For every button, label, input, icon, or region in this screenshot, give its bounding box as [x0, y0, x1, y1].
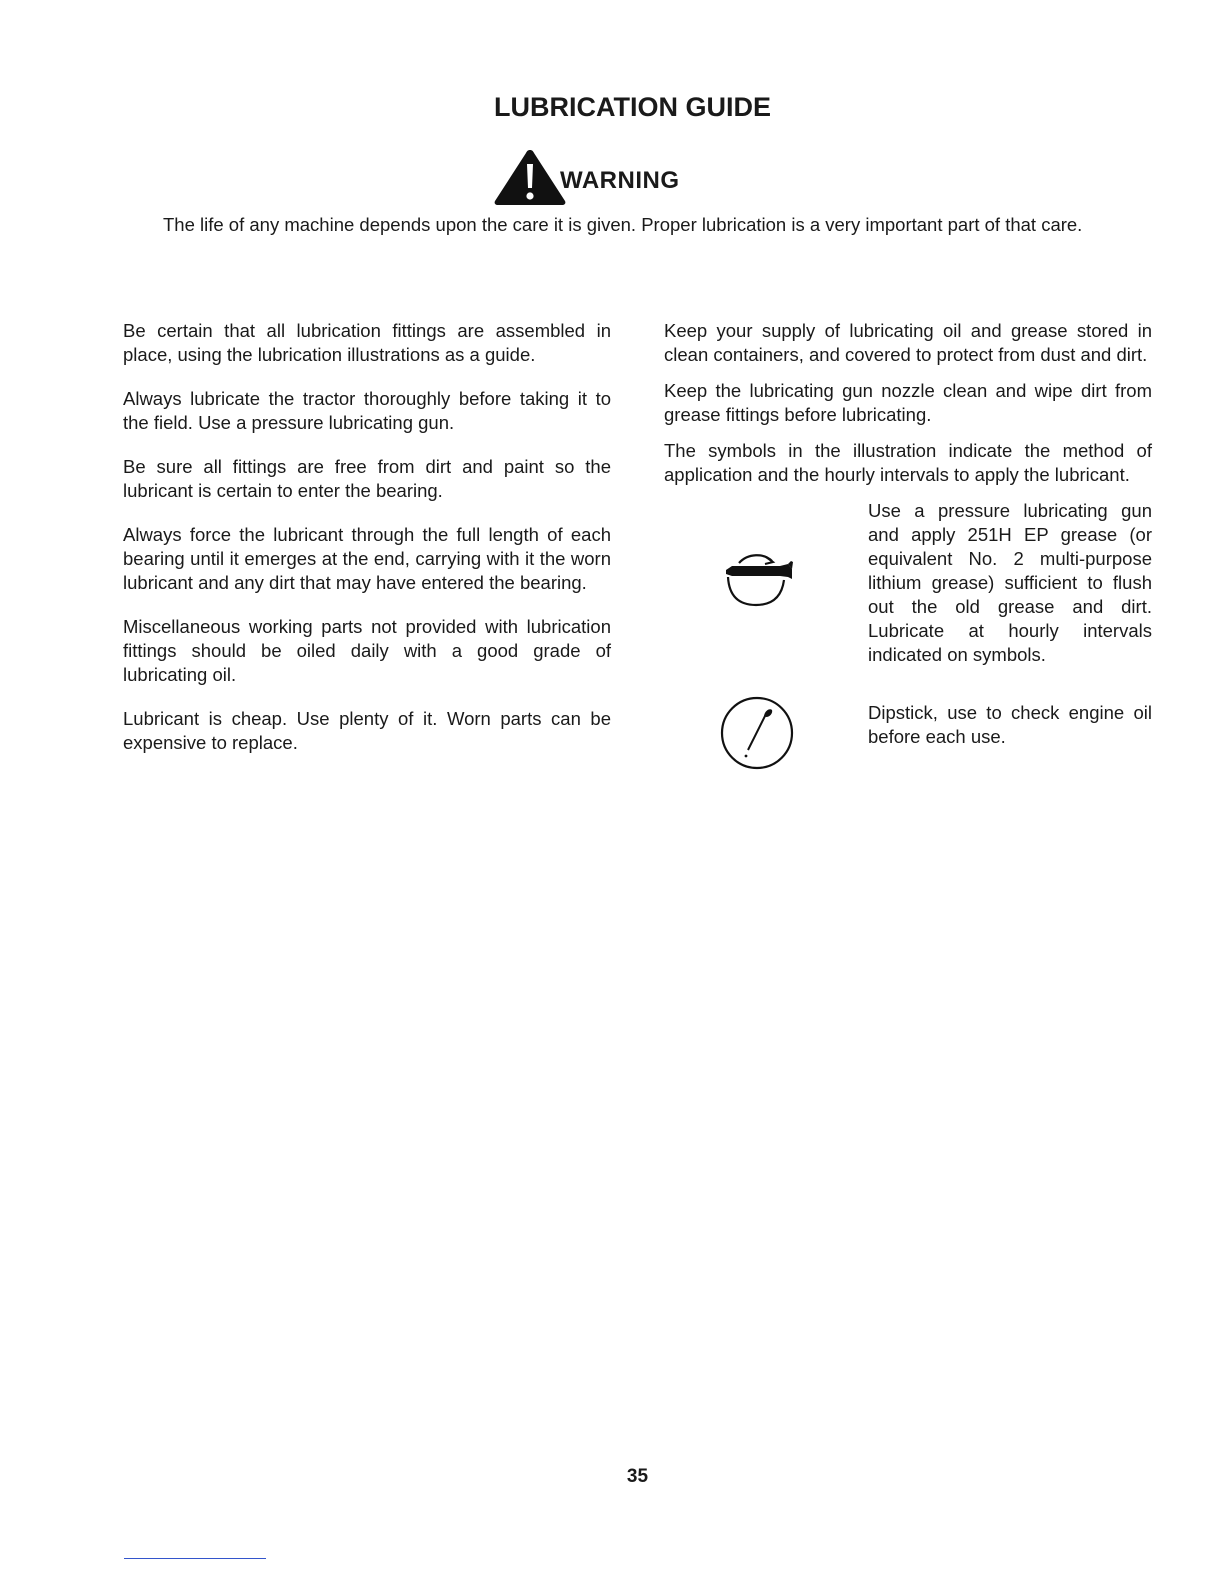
- page-number: 35: [626, 1466, 649, 1487]
- symbol-row-dipstick: [664, 701, 1152, 772]
- paragraph: Always force the lubricant through the full length of each bearing until it emerges at the end, carrying with it the worn lubricant and any dirt that may have entered the bearing.: [123, 524, 611, 593]
- paragraph: Be certain that all lubrication fittings are assembled in place, using the lubrication illustrations as a guide.: [123, 320, 611, 365]
- dipstick-instructions: Dipstick, use to check engine oil before each use.: [868, 702, 1152, 747]
- warning-text: The life of any machine depends upon the care it is given. Proper lubrication is a very important part of that care.: [163, 214, 1083, 235]
- right-column: [664, 319, 1152, 772]
- warning-label: WARNING: [560, 167, 680, 194]
- left-column: [123, 319, 611, 775]
- page-title: LUBRICATION GUIDE: [494, 92, 771, 122]
- dipstick-icon: [718, 694, 796, 772]
- paragraph: The symbols in the illustration indicate the method of application and the hourly intervals to apply the lubricant.: [664, 440, 1152, 485]
- symbol-cell: [664, 499, 868, 611]
- paragraph: Miscellaneous working parts not provided with lubrication fittings should be oiled daily with a good grade of lubricating oil.: [123, 616, 611, 685]
- paragraph: Always lubricate the tractor thoroughly before taking it to the field. Use a pressure lubricating gun.: [123, 388, 611, 433]
- paragraph: Be sure all fittings are free from dirt and paint so the lubricant is certain to enter the bearing.: [123, 456, 611, 501]
- symbol-cell: [664, 701, 868, 772]
- warning-triangle-icon: [492, 147, 568, 207]
- paragraph: Keep the lubricating gun nozzle clean and wipe dirt from grease fittings before lubricating.: [664, 380, 1152, 425]
- symbol-row-grease: [664, 499, 1152, 679]
- bottom-rule: [124, 1558, 266, 1559]
- grease-instructions: Use a pressure lubricating gun and apply 251H EP grease (or equivalent No. 2 multi-purpose lithium grease) sufficient to flush out the old grease and dirt. Lubricate at hourly intervals indicated on symbols.: [868, 500, 1152, 665]
- paragraph: Lubricant is cheap. Use plenty of it. Worn parts can be expensive to replace.: [123, 708, 611, 753]
- warning-header: [492, 145, 680, 207]
- grease-gun-icon: [712, 541, 802, 611]
- paragraph: Keep your supply of lubricating oil and grease stored in clean containers, and covered to protect from dust and dirt.: [664, 320, 1152, 365]
